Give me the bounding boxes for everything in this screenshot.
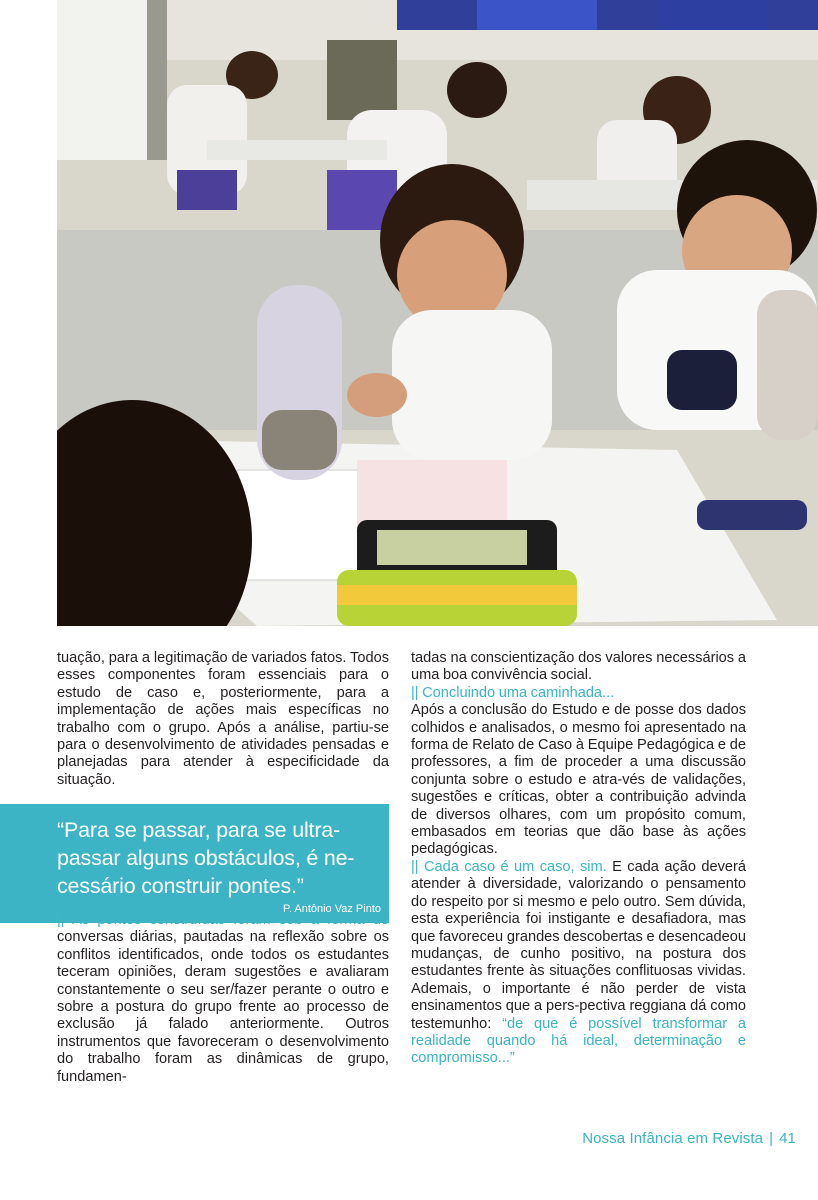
page-number: 41 [779, 1130, 796, 1147]
left-paragraph-2-text: conversas diárias, pautadas na reflexão sobre os conflitos identificados, onde todos os estudantes teceram opiniões, deram sugestões e avaliaram constantemente o seu ser/fazer perante o outro e sobre a postura do grupo frente ao processo de exclusão já falado anteriormente. Outros instrumentos que favoreceram o desenvolvimento do trabalho foram as dinâmicas de grupo, fundamen- [57, 929, 389, 1085]
closing-quote: “de que é possível transformar a realidade quando há ideal, determinação e compromisso...” [411, 1015, 747, 1067]
right-paragraph-1: tadas na conscientização dos valores necessários a uma boa convivência social. [411, 650, 746, 684]
left-paragraph-1: tuação, para a legitimação de variados fatos. Todos esses componentes foram essenciais para o estudo de caso e, posteriormente, para a implementação de ações mais específicas no trabalho com o grupo. Após a análise, partiu-se para o desenvolvimento de atividades pensadas e planejadas para atender à especificidade da situação. [57, 650, 389, 788]
left-column-top [57, 650, 389, 789]
left-column-bottom [57, 912, 389, 1086]
right-paragraph-3 [411, 859, 746, 1068]
magazine-title: Nossa Infância em Revista [582, 1130, 764, 1147]
classroom-photo [57, 0, 818, 626]
pull-quote-text: “Para se passar, para se ultra-passar alguns obstáculos, é ne-cessário construir pontes.” [57, 818, 355, 898]
page-footer [582, 1130, 796, 1147]
right-column [411, 650, 746, 1068]
footer-separator: | [769, 1130, 774, 1147]
pull-quote-author: P. Antônio Vaz Pinto [282, 903, 381, 915]
left-paragraph-2 [57, 912, 389, 1086]
right-paragraph-3-text: E cada ação deverá atender à diversidade, valorizando o pensamento do respeito por si mesmo e pelo outro. Sem dúvida, esta experiência foi instigante e desafiadora, mas que favoreceu grandes descobertas e desencadeou mudanças, de cunho positivo, na postura dos estudantes frente às situações conflituosas vividas. Ademais, o importante é não perder de vista ensinamentos que a pers-pectiva reggiana dá como testemunho: [411, 858, 746, 1032]
right-paragraph-2: Após a conclusão do Estudo e de posse dos dados colhidos e analisados, o mesmo foi apresentado na forma de Relato de Caso à Equipe Pedagógica e de professores, a fim de proceder a uma discussão conjunta sobre o estudo e atra-vés de validações, sugestões e críticas, obter a contribuição advinda de diversos olhares, com um propósito comum, embasados em teorias que dão base às ações pedagógicas. [411, 702, 746, 858]
left-subheading: || As pontes construídas foram sob a forma de [57, 912, 389, 928]
pull-quote [0, 804, 389, 923]
section-heading-concluindo: || Concluindo uma caminhada... [411, 684, 615, 701]
section-heading-cada-caso: || Cada caso é um caso, sim. [411, 858, 607, 875]
classroom-photo-icon [57, 0, 818, 626]
